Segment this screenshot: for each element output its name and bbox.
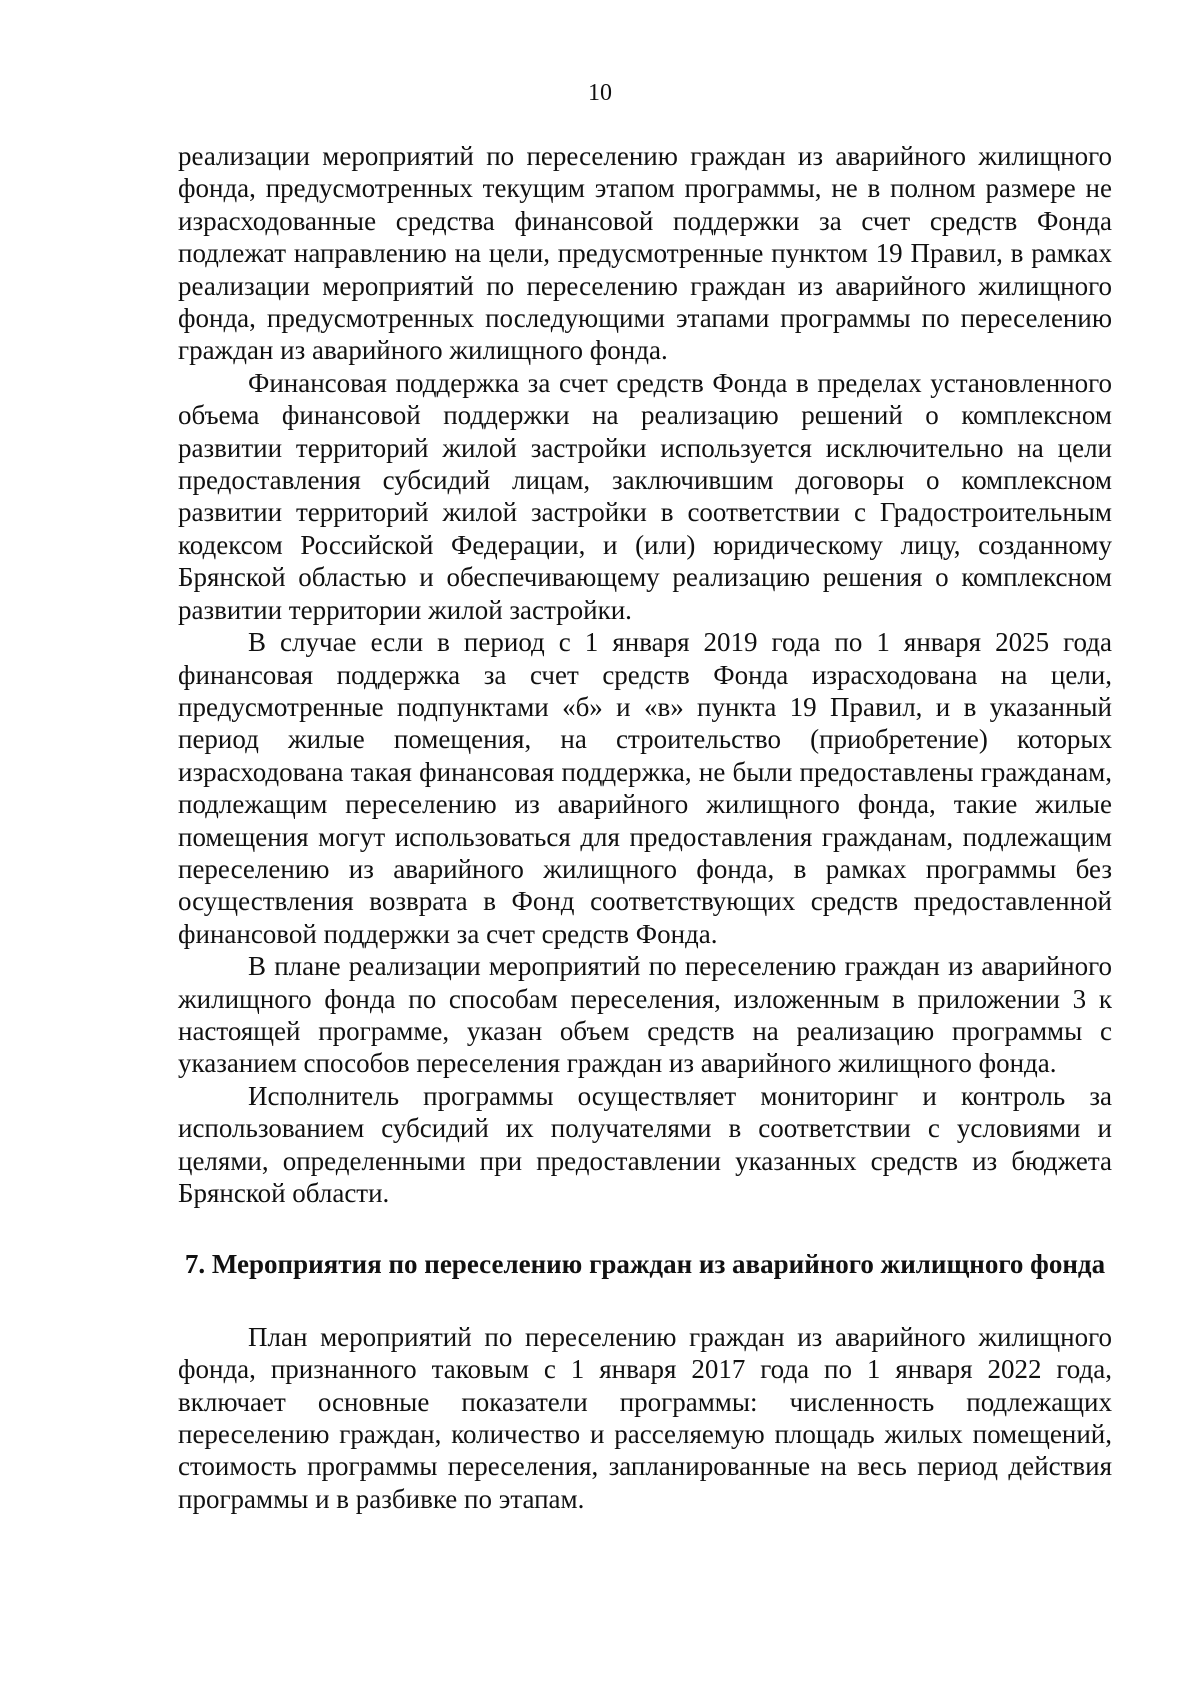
page-number: 10 <box>588 80 612 106</box>
paragraph-financial-support: Финансовая поддержка за счет средств Фонда в пределах установленного объема финансовой поддержки на реализацию решений о комплексном развитии территорий жилой застройки используется исключительно на цели предоставления субсидий лицам, заключившим договоры о комплексном развитии территорий жилой застройки в соответствии с Градостроительным кодексом Российской Федерации, и (или) юридическому лицу, созданному Брянской областью и обеспечивающему реализацию решения о комплексном развитии территории жилой застройки. <box>178 367 1112 625</box>
paragraph-housing-use: В случае если в период с 1 января 2019 года по 1 января 2025 года финансовая поддержка за счет средств Фонда израсходована на цели, предусмотренные подпунктами «б» и «в» пункта 19 Правил, и в указанный период жилые помещения, на строительство (приобретение) которых израсходована такая финансовая поддержка, не были предоставлены гражданам, подлежащим переселению из аварийного жилищного фонда, такие жилые помещения могут использоваться для предоставления гражданам, подлежащим переселению из аварийного жилищного фонда, в рамках программы без осуществления возврата в Фонд соответствующих средств предоставленной финансовой поддержки за счет средств Фонда. <box>178 627 1112 949</box>
paragraph-monitoring: Исполнитель программы осуществляет мониторинг и контроль за использованием субсидий их получателями в соответствии с условиями и целями, определенными при предоставлении указанных средств из бюджета Брянской области. <box>178 1080 1112 1208</box>
paragraph-section-plan: План мероприятий по переселению граждан из аварийного жилищного фонда, признанного таковым с 1 января 2017 года по 1 января 2022 года, включает основные показатели программы: численность подлежащих переселению граждан, количество и расселяемую площадь жилых помещений, стоимость программы переселения, запланированные на весь период действия программы и в разбивке по этапам. <box>178 1321 1112 1514</box>
document-body <box>178 140 1112 1515</box>
paragraph-continuation: реализации мероприятий по переселению граждан из аварийного жилищного фонда, предусмотренных текущим этапом программы, не в полном размере не израсходованные средства финансовой поддержки за счет средств Фонда подлежат направлению на цели, предусмотренные пунктом 19 Правил, в рамках реализации мероприятий по переселению граждан из аварийного жилищного фонда, предусмотренных последующими этапами программы по переселению граждан из аварийного жилищного фонда. <box>178 141 1112 366</box>
section-heading: 7. Мероприятия по переселению граждан из аварийного жилищного фонда <box>184 1249 1106 1280</box>
paragraph-implementation-plan: В плане реализации мероприятий по переселению граждан из аварийного жилищного фонда по способам переселения, изложенным в приложении 3 к настоящей программе, указан объем средств на реализацию программы с указанием способов переселения граждан из аварийного жилищного фонда. <box>178 951 1112 1079</box>
